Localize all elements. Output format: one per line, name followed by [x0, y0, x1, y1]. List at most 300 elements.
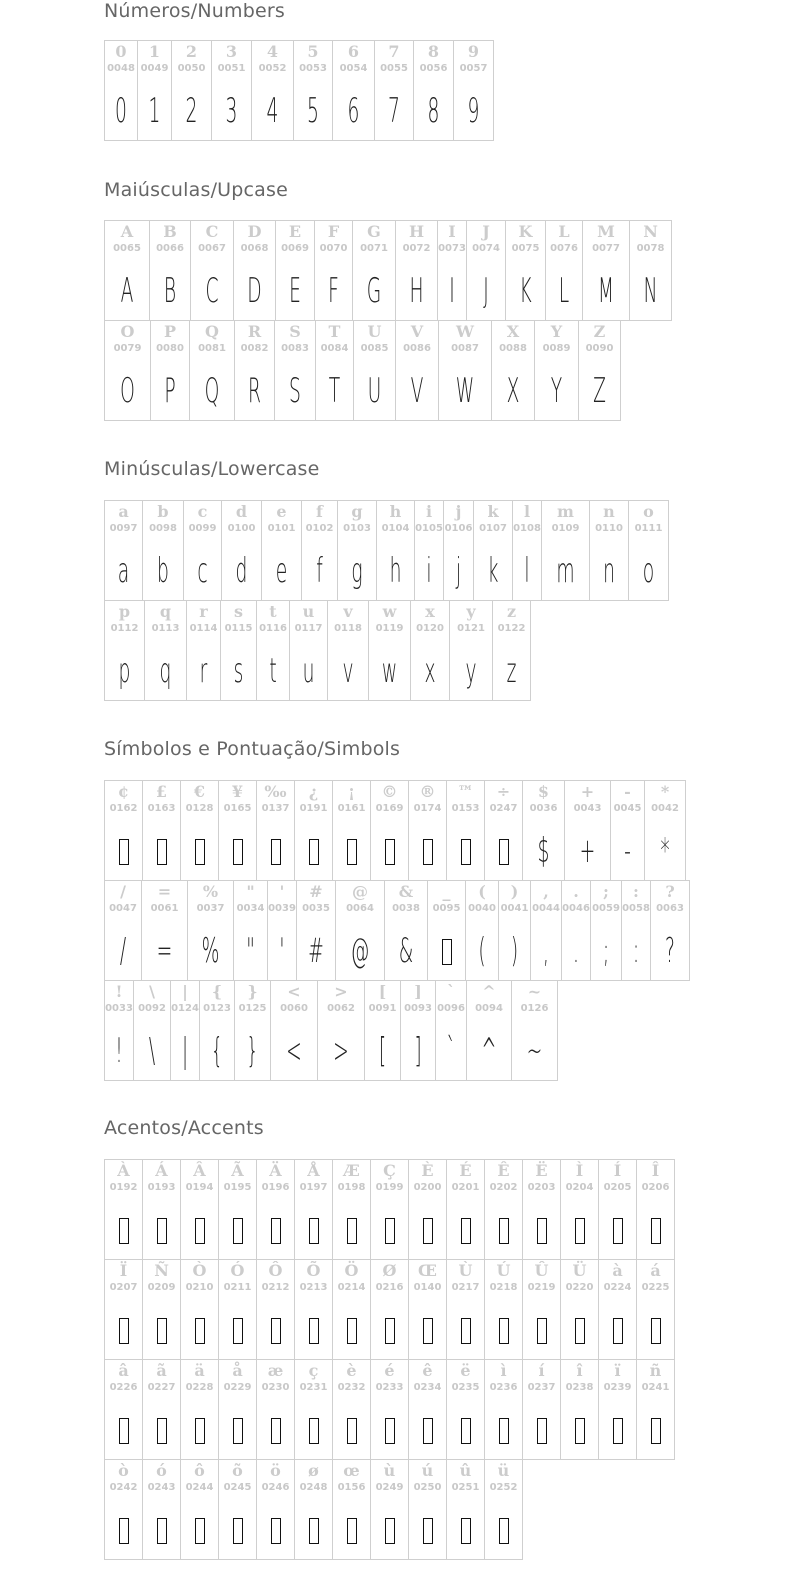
- font-glyph-sample: r: [199, 651, 208, 691]
- reference-character: <: [287, 982, 301, 1001]
- missing-glyph-box-icon: [575, 1418, 585, 1444]
- missing-glyph-box-icon: [499, 1218, 509, 1244]
- missing-glyph-box-icon: [461, 1518, 471, 1544]
- missing-glyph-box-icon: [233, 1418, 243, 1444]
- glyph-cell: [181, 1460, 219, 1560]
- glyph-cell: [181, 1360, 219, 1460]
- character-code: 0194: [185, 1182, 214, 1193]
- character-code: 0198: [337, 1182, 366, 1193]
- reference-character: ñ: [649, 1361, 662, 1380]
- glyph-cell: [583, 221, 630, 321]
- reference-character: 0: [115, 42, 127, 61]
- glyph-table-row: [104, 1259, 675, 1360]
- reference-character: Æ: [343, 1161, 360, 1180]
- missing-glyph-icon: [219, 1310, 256, 1353]
- reference-character: F: [327, 222, 340, 241]
- glyph-cell: [637, 1360, 675, 1460]
- character-code: 0191: [299, 803, 328, 814]
- reference-character: Œ: [418, 1261, 437, 1280]
- missing-glyph-icon: [371, 1510, 408, 1553]
- reference-character: Ç: [383, 1161, 396, 1180]
- missing-glyph-icon: [105, 1310, 142, 1353]
- glyph-cell: [105, 321, 151, 421]
- glyph-cell: [385, 881, 428, 981]
- character-code: 0244: [185, 1482, 214, 1493]
- character-code: 0195: [223, 1182, 252, 1193]
- font-glyph-sample: .: [573, 931, 579, 971]
- glyph-cell: [444, 501, 474, 601]
- character-code: 0220: [565, 1282, 594, 1293]
- missing-glyph-icon: [561, 1410, 598, 1453]
- glyph-cell: [142, 881, 188, 981]
- glyph-cell: [105, 41, 138, 141]
- glyph-cell: [336, 881, 385, 981]
- missing-glyph-icon: [143, 1410, 180, 1453]
- missing-glyph-box-icon: [385, 1418, 395, 1444]
- character-code: 0203: [527, 1182, 556, 1193]
- glyph-cell: [191, 221, 234, 321]
- glyph-cell: [275, 321, 316, 421]
- character-code: 0053: [299, 63, 327, 74]
- glyph-cell: [513, 501, 542, 601]
- missing-glyph-box-icon: [309, 1418, 319, 1444]
- character-code: 0102: [305, 523, 334, 534]
- font-glyph-sample: H: [409, 271, 424, 311]
- reference-character: á: [650, 1261, 661, 1280]
- missing-glyph-icon: [447, 831, 484, 874]
- missing-glyph-box-icon: [461, 1418, 471, 1444]
- glyph-cell: [447, 1260, 485, 1360]
- character-code: 0236: [489, 1382, 518, 1393]
- reference-character: ¢: [117, 782, 130, 801]
- reference-character: 5: [307, 42, 319, 61]
- character-code: 0108: [513, 523, 541, 534]
- character-code: 0112: [110, 623, 139, 634]
- missing-glyph-icon: [143, 1510, 180, 1553]
- glyph-cell: [143, 1260, 181, 1360]
- missing-glyph-box-icon: [271, 839, 281, 865]
- reference-character: Ù: [458, 1261, 473, 1280]
- glyph-cell: [295, 1160, 333, 1260]
- character-code: 0098: [149, 523, 177, 534]
- missing-glyph-box-icon: [385, 839, 395, 865]
- font-glyph-sample: z: [506, 651, 517, 691]
- character-code: 0075: [511, 243, 540, 254]
- glyph-table-row: [104, 320, 621, 421]
- glyph-cell: [561, 1260, 599, 1360]
- missing-glyph-icon: [371, 1410, 408, 1453]
- reference-character: Û: [534, 1261, 549, 1280]
- font-glyph-sample: 9: [467, 91, 480, 131]
- character-code: 0230: [261, 1382, 290, 1393]
- character-code: 0241: [641, 1382, 670, 1393]
- missing-glyph-icon: [257, 1510, 294, 1553]
- glyph-table-row: [104, 600, 531, 701]
- missing-glyph-icon: [447, 1310, 484, 1353]
- character-code: 0110: [595, 523, 623, 534]
- glyph-cell: [105, 881, 142, 981]
- reference-character: Ï: [119, 1261, 128, 1280]
- character-code: 0231: [299, 1382, 328, 1393]
- reference-character: A: [120, 222, 134, 241]
- missing-glyph-icon: [485, 1310, 522, 1353]
- reference-character: œ: [343, 1461, 360, 1480]
- missing-glyph-box-icon: [309, 1518, 319, 1544]
- missing-glyph-box-icon: [347, 1418, 357, 1444]
- reference-character: W: [456, 322, 474, 341]
- font-glyph-sample: J: [483, 271, 489, 311]
- missing-glyph-icon: [485, 1410, 522, 1453]
- missing-glyph-icon: [257, 831, 294, 874]
- glyph-cell: [257, 1160, 295, 1260]
- section-title-accents: Acentos/Accents: [104, 1117, 264, 1139]
- glyph-cell: [219, 1160, 257, 1260]
- font-glyph-sample: F: [328, 271, 339, 311]
- reference-character: Ô: [268, 1261, 283, 1280]
- glyph-table-row: [104, 780, 686, 881]
- reference-character: ": [246, 882, 255, 901]
- missing-glyph-box-icon: [385, 1318, 395, 1344]
- character-code: 0071: [360, 243, 388, 254]
- glyph-cell: [257, 1360, 295, 1460]
- reference-character: Å: [307, 1161, 320, 1180]
- missing-glyph-icon: [371, 1310, 408, 1353]
- character-code: 0232: [337, 1382, 366, 1393]
- character-code: 0085: [360, 343, 389, 354]
- missing-glyph-icon: [333, 831, 370, 874]
- glyph-cell: [493, 601, 531, 701]
- reference-character: ä: [194, 1361, 205, 1380]
- font-glyph-sample: L: [558, 271, 570, 311]
- character-code: 0140: [413, 1282, 442, 1293]
- missing-glyph-icon: [295, 1410, 332, 1453]
- reference-character: Ã: [231, 1161, 244, 1180]
- reference-character: Ê: [497, 1161, 510, 1180]
- missing-glyph-box-icon: [119, 839, 129, 865]
- glyph-cell: [401, 981, 436, 1081]
- missing-glyph-box-icon: [233, 839, 243, 865]
- reference-character: $: [537, 782, 550, 801]
- character-code: 0080: [156, 343, 184, 354]
- glyph-cell: [172, 41, 212, 141]
- reference-character: ): [510, 882, 519, 901]
- font-glyph-sample: %: [201, 931, 220, 971]
- glyph-cell: [409, 781, 447, 881]
- reference-character: €: [193, 782, 206, 801]
- font-glyph-sample: ): [510, 931, 519, 971]
- reference-character: 7: [388, 42, 400, 61]
- character-code: 0239: [603, 1382, 632, 1393]
- glyph-cell: [485, 781, 523, 881]
- character-code: 0120: [416, 623, 444, 634]
- font-glyph-sample: #: [308, 931, 324, 971]
- character-code: 0038: [392, 903, 420, 914]
- reference-character: S: [289, 322, 301, 341]
- reference-character: Ü: [572, 1261, 587, 1280]
- font-glyph-sample: w: [381, 651, 398, 691]
- reference-character: ò: [118, 1461, 129, 1480]
- glyph-cell: [257, 1460, 295, 1560]
- missing-glyph-icon: [447, 1510, 484, 1553]
- character-code: 0067: [198, 243, 226, 254]
- reference-character: \: [149, 982, 155, 1001]
- missing-glyph-icon: [181, 1410, 218, 1453]
- missing-glyph-box-icon: [442, 939, 452, 965]
- glyph-cell: [143, 781, 181, 881]
- reference-character: M: [597, 222, 615, 241]
- missing-glyph-icon: [599, 1410, 636, 1453]
- reference-character: t: [269, 602, 277, 621]
- missing-glyph-box-icon: [499, 1518, 509, 1544]
- glyph-table-row: [104, 1359, 675, 1460]
- reference-character: V: [410, 322, 424, 341]
- font-glyph-sample: W: [455, 371, 475, 411]
- font-glyph-sample: N: [643, 271, 658, 311]
- missing-glyph-box-icon: [195, 1318, 205, 1344]
- reference-character: }: [247, 982, 258, 1001]
- missing-glyph-box-icon: [651, 1318, 661, 1344]
- reference-character: Y: [550, 322, 563, 341]
- character-code: 0099: [188, 523, 217, 534]
- character-code: 0093: [404, 1003, 432, 1014]
- character-code: 0078: [636, 243, 665, 254]
- missing-glyph-box-icon: [157, 1418, 167, 1444]
- glyph-cell: [105, 981, 134, 1081]
- character-code: 0200: [413, 1182, 442, 1193]
- missing-glyph-icon: [295, 831, 332, 874]
- reference-character: [: [378, 982, 387, 1001]
- reference-character: ø: [308, 1461, 319, 1480]
- missing-glyph-icon: [333, 1510, 370, 1553]
- glyph-cell: [219, 1360, 257, 1460]
- reference-character: Õ: [306, 1261, 321, 1280]
- character-code: 0229: [223, 1382, 252, 1393]
- font-glyph-sample: 3: [225, 91, 238, 131]
- font-glyph-sample: s: [233, 651, 244, 691]
- character-code: 0246: [261, 1482, 290, 1493]
- glyph-cell: [485, 1260, 523, 1360]
- glyph-cell: [143, 1360, 181, 1460]
- missing-glyph-icon: [561, 1210, 598, 1253]
- reference-character: f: [316, 502, 323, 521]
- missing-glyph-box-icon: [119, 1318, 129, 1344]
- glyph-cell: [219, 1260, 257, 1360]
- character-code: 0060: [280, 1003, 308, 1014]
- glyph-cell: [630, 221, 672, 321]
- missing-glyph-icon: [599, 1310, 636, 1353]
- reference-character: È: [421, 1161, 434, 1180]
- missing-glyph-box-icon: [461, 1318, 471, 1344]
- glyph-cell: [371, 781, 409, 881]
- glyph-cell: [590, 501, 629, 601]
- glyph-cell: [353, 221, 396, 321]
- glyph-cell: [262, 501, 302, 601]
- character-code: 0213: [299, 1282, 328, 1293]
- character-code: 0219: [527, 1282, 556, 1293]
- glyph-cell: [181, 1260, 219, 1360]
- missing-glyph-icon: [333, 1310, 370, 1353]
- glyph-cell: [333, 1160, 371, 1260]
- missing-glyph-icon: [295, 1510, 332, 1553]
- glyph-cell: [105, 1160, 143, 1260]
- glyph-cell: [409, 1160, 447, 1260]
- character-code: 0224: [603, 1282, 632, 1293]
- missing-glyph-box-icon: [271, 1518, 281, 1544]
- missing-glyph-box-icon: [385, 1218, 395, 1244]
- character-code: 0091: [368, 1003, 397, 1014]
- glyph-cell: [190, 321, 235, 421]
- glyph-cell: [295, 1260, 333, 1360]
- reference-character: x: [425, 602, 435, 621]
- reference-character: j: [455, 502, 462, 521]
- character-code: 0083: [281, 343, 309, 354]
- character-code: 0104: [381, 523, 410, 534]
- glyph-cell: [375, 41, 414, 141]
- reference-character: !: [115, 982, 123, 1001]
- reference-character: _: [442, 882, 451, 901]
- font-glyph-sample: =: [156, 931, 173, 971]
- reference-character: |: [182, 982, 188, 1001]
- reference-character: Ì: [575, 1161, 584, 1180]
- reference-character: >: [334, 982, 348, 1001]
- character-code: 0205: [603, 1182, 632, 1193]
- glyph-cell: [181, 781, 219, 881]
- character-code: 0074: [472, 243, 500, 254]
- glyph-cell: [257, 601, 290, 701]
- reference-character: l: [523, 502, 531, 521]
- font-glyph-sample: X: [506, 371, 520, 411]
- character-code: 0125: [238, 1003, 267, 1014]
- font-glyph-sample: 8: [427, 91, 440, 131]
- glyph-cell: [318, 981, 365, 1081]
- character-code: 0097: [109, 523, 138, 534]
- reference-character: b: [157, 502, 169, 521]
- reference-character: :: [633, 882, 639, 901]
- font-glyph-sample: $: [537, 831, 550, 871]
- font-glyph-sample: &: [398, 931, 414, 971]
- character-code: 0162: [109, 803, 138, 814]
- character-code: 0089: [542, 343, 571, 354]
- character-code: 0218: [489, 1282, 518, 1293]
- glyph-cell: [535, 321, 579, 421]
- glyph-table-row: [104, 980, 558, 1081]
- character-code: 0201: [451, 1182, 480, 1193]
- glyph-table-row: [104, 40, 494, 141]
- missing-glyph-box-icon: [461, 839, 471, 865]
- glyph-cell: [143, 1460, 181, 1560]
- font-glyph-sample: <: [286, 1031, 302, 1071]
- character-code: 0072: [402, 243, 431, 254]
- character-code: 0116: [259, 623, 287, 634]
- glyph-cell: [561, 1360, 599, 1460]
- glyph-cell: [565, 781, 611, 881]
- character-code: 0087: [451, 343, 479, 354]
- character-code: 0048: [107, 63, 135, 74]
- glyph-cell: [295, 1360, 333, 1460]
- glyph-cell: [271, 981, 318, 1081]
- reference-character: u: [302, 602, 315, 621]
- reference-character: e: [276, 502, 287, 521]
- missing-glyph-box-icon: [499, 1318, 509, 1344]
- reference-character: U: [367, 322, 382, 341]
- character-code: 0109: [551, 523, 580, 534]
- glyph-cell: [371, 1360, 409, 1460]
- character-code: 0096: [437, 1003, 465, 1014]
- missing-glyph-icon: [447, 1210, 484, 1253]
- character-code: 0051: [217, 63, 246, 74]
- glyph-cell: [234, 221, 276, 321]
- glyph-cell: [396, 321, 439, 421]
- missing-glyph-icon: [637, 1210, 674, 1253]
- reference-character: *: [660, 782, 670, 801]
- missing-glyph-icon: [333, 1410, 370, 1453]
- reference-character: 2: [185, 42, 198, 61]
- glyph-cell: [143, 501, 184, 601]
- glyph-cell: [371, 1160, 409, 1260]
- glyph-cell: [333, 1360, 371, 1460]
- character-code: 0114: [189, 623, 218, 634]
- reference-character: ': [279, 882, 285, 901]
- character-code: 0062: [327, 1003, 355, 1014]
- font-glyph-sample: j: [455, 551, 462, 591]
- glyph-cell: [276, 221, 315, 321]
- character-code: 0059: [592, 903, 620, 914]
- font-glyph-sample: ?: [665, 931, 675, 971]
- missing-glyph-icon: [219, 831, 256, 874]
- reference-character: õ: [232, 1461, 243, 1480]
- missing-glyph-box-icon: [309, 839, 319, 865]
- character-code: 0216: [375, 1282, 404, 1293]
- font-glyph-sample: B: [163, 271, 177, 311]
- character-code: 0121: [457, 623, 485, 634]
- glyph-cell: [150, 221, 191, 321]
- section-title-lowercase: Minúsculas/Lowercase: [104, 458, 320, 480]
- font-glyph-sample: x: [424, 651, 436, 691]
- missing-glyph-icon: [523, 1410, 560, 1453]
- reference-character: ;: [603, 882, 609, 901]
- font-glyph-sample: :: [632, 931, 640, 971]
- font-glyph-sample: a: [117, 551, 130, 591]
- character-code: 0039: [268, 903, 296, 914]
- glyph-cell: [268, 881, 297, 981]
- reference-character: ‰: [264, 782, 287, 801]
- character-code: 0169: [375, 803, 404, 814]
- reference-character: -: [624, 782, 631, 801]
- font-glyph-sample: h: [389, 551, 402, 591]
- font-glyph-sample: 4: [266, 91, 279, 131]
- character-code: 0206: [641, 1182, 670, 1193]
- reference-character: 4: [266, 42, 279, 61]
- glyph-cell: [222, 501, 262, 601]
- reference-character: ^: [482, 982, 496, 1001]
- glyph-cell: [377, 501, 415, 601]
- missing-glyph-icon: [485, 1210, 522, 1253]
- reference-character: Á: [155, 1161, 168, 1180]
- glyph-cell: [428, 881, 466, 981]
- reference-character: X: [506, 322, 520, 341]
- character-code: 0174: [413, 803, 442, 814]
- glyph-cell: [485, 1460, 523, 1560]
- character-code: 0055: [380, 63, 408, 74]
- reference-character: ™: [457, 782, 474, 801]
- reference-character: 6: [347, 42, 360, 61]
- missing-glyph-box-icon: [347, 1518, 357, 1544]
- missing-glyph-icon: [143, 1310, 180, 1353]
- missing-glyph-icon: [181, 1210, 218, 1253]
- glyph-cell: [645, 781, 686, 881]
- font-glyph-sample: U: [367, 371, 382, 411]
- glyph-cell: [105, 501, 143, 601]
